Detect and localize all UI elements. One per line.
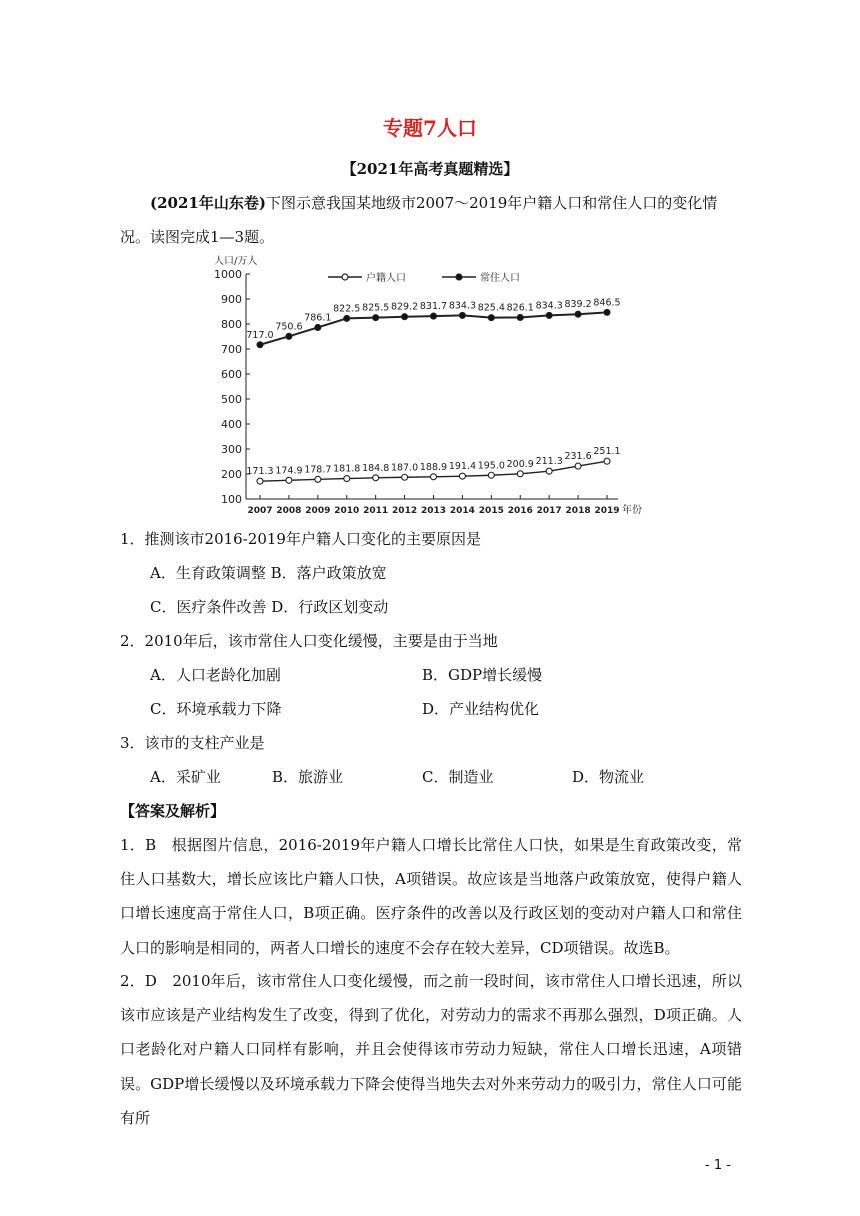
- data-label: 191.4: [448, 461, 477, 473]
- data-point: [575, 463, 581, 469]
- y-tick-label: 800: [221, 318, 242, 331]
- data-point: [575, 311, 581, 317]
- data-label: 195.0: [477, 460, 505, 472]
- y-axis-title: 人口/万人: [214, 256, 258, 267]
- data-point: [344, 315, 350, 321]
- data-point: [373, 475, 379, 481]
- x-tick-label: 2011: [363, 506, 389, 516]
- question-2-option-d: D．产业结构优化: [422, 700, 540, 718]
- legend-marker: [456, 274, 462, 280]
- question-2-option-c: C．环境承载力下降: [150, 700, 282, 718]
- data-point: [257, 478, 263, 484]
- section-heading: 【2021年高考真题精选】: [341, 160, 519, 178]
- answer-1: 1．B 根据图片信息，2016-2019年户籍人口增长比常住人口快，如果是生育政策改变，常住人口基数大，增长应该比户籍人口快，A项错误。故应该是当地落户政策放宽，使得户籍人口增长速度高于常住人口，B项正确。医疗条件的改善以及行政区划的变动对户籍人口和常住人口的影响是相同的，两者人口增长的速度不会存在较大差异，CD项错误。故选B。: [120, 836, 742, 957]
- data-label: 826.1: [506, 302, 534, 314]
- x-tick-label: 2007: [247, 506, 273, 516]
- data-point: [488, 315, 494, 321]
- data-label: 834.3: [535, 300, 563, 312]
- data-label: 187.0: [390, 462, 419, 474]
- data-point: [286, 333, 292, 339]
- data-point: [373, 315, 379, 321]
- data-label: 717.0: [246, 329, 274, 341]
- legend-label: 常住人口: [480, 273, 520, 284]
- data-point: [431, 474, 437, 480]
- intro-text: 下图示意我国某地级市2007～2019年户籍人口和常住人口的变化情况。读图完成1—3题。: [120, 194, 718, 246]
- answer-2: 2．D 2010年后，该市常住人口变化缓慢，而之前一段时间，该市常住人口增长迅速，所以该市应该是产业结构发生了改变，得到了优化，对劳动力的需求不再那么强烈，D项正确。人口老龄化对户籍人口同样有影响，并且会使得该市劳动力短缺，常住人口增长迅速，A项错误。GDP增长缓慢以及环境承载力下降会使得当地失去对外来劳动力的吸引力，常住人口可能有所: [120, 972, 742, 1127]
- data-point: [286, 477, 292, 483]
- question-3-option-c: C．制造业: [422, 768, 494, 786]
- intro-source: (2021年山东卷): [150, 194, 266, 212]
- question-1-options-row-1: A．生育政策调整 B．落户政策放宽: [150, 564, 387, 582]
- y-tick-label: 700: [221, 343, 242, 356]
- data-point: [402, 474, 408, 480]
- question-2: 2．2010年后，该市常住人口变化缓慢，主要是由于当地: [120, 632, 498, 650]
- x-tick-label: 2012: [392, 506, 418, 516]
- y-tick-label: 1000: [214, 268, 242, 281]
- question-3-option-a: A．采矿业: [150, 768, 221, 786]
- data-point: [257, 342, 263, 348]
- data-label: 829.2: [390, 301, 419, 313]
- x-tick-label: 2010: [334, 506, 360, 516]
- data-label: 822.5: [333, 303, 361, 315]
- question-1-options-row-2: C．医疗条件改善 D．行政区划变动: [150, 598, 389, 616]
- data-label: 174.9: [275, 465, 303, 477]
- data-label: 171.3: [246, 466, 274, 478]
- data-label: 750.6: [275, 321, 303, 333]
- legend-marker: [342, 274, 348, 280]
- y-tick-label: 900: [221, 293, 242, 306]
- x-tick-label: 2017: [536, 506, 562, 516]
- data-label: 200.9: [506, 458, 534, 470]
- data-point: [517, 314, 523, 320]
- population-line-chart: [210, 252, 660, 522]
- data-label: 178.7: [304, 464, 332, 476]
- x-axis-title: 年份: [622, 505, 642, 516]
- y-tick-label: 300: [221, 443, 242, 456]
- x-tick-label: 2008: [276, 506, 302, 516]
- data-label: 188.9: [419, 461, 448, 473]
- question-3-option-b: B．旅游业: [272, 768, 344, 786]
- x-tick-label: 2019: [594, 506, 620, 516]
- page-title: 专题7人口: [383, 116, 477, 140]
- data-point: [459, 473, 465, 479]
- data-label: 181.8: [333, 463, 361, 475]
- data-point: [344, 476, 350, 482]
- x-tick-label: 2014: [449, 506, 475, 516]
- y-tick-label: 400: [221, 418, 242, 431]
- question-2-option-a: A．人口老龄化加剧: [150, 666, 281, 684]
- question-1: 1．推测该市2016-2019年户籍人口变化的主要原因是: [120, 530, 481, 548]
- data-point: [488, 472, 494, 478]
- data-point: [315, 476, 321, 482]
- legend-label: 户籍人口: [366, 273, 406, 284]
- y-tick-label: 500: [221, 393, 242, 406]
- page-number: - 1 -: [705, 1158, 731, 1173]
- data-point: [431, 313, 437, 319]
- data-label: 839.2: [564, 299, 592, 311]
- data-point: [315, 324, 321, 330]
- data-point: [517, 471, 523, 477]
- y-tick-label: 200: [221, 468, 242, 481]
- data-label: 846.5: [593, 297, 621, 309]
- x-tick-label: 2013: [420, 506, 447, 516]
- data-label: 251.1: [593, 446, 621, 458]
- x-tick-label: 2009: [305, 506, 331, 516]
- data-label: 825.4: [477, 302, 505, 314]
- data-point: [546, 312, 552, 318]
- data-point: [402, 314, 408, 320]
- y-tick-label: 600: [221, 368, 242, 381]
- data-point: [459, 312, 465, 318]
- data-label: 786.1: [304, 312, 332, 324]
- data-label: 831.7: [419, 301, 448, 313]
- y-tick-label: 100: [221, 493, 242, 506]
- intro-paragraph: [120, 186, 740, 254]
- data-point: [604, 458, 610, 464]
- data-label: 825.5: [362, 302, 390, 314]
- data-label: 184.8: [362, 462, 390, 474]
- question-3-option-d: D．物流业: [572, 768, 645, 786]
- answer-heading: 【答案及解析】: [120, 802, 226, 820]
- data-point: [604, 309, 610, 315]
- data-label: 211.3: [535, 456, 563, 468]
- question-3: 3．该市的支柱产业是: [120, 734, 265, 752]
- x-tick-label: 2018: [565, 506, 591, 516]
- data-point: [546, 468, 552, 474]
- x-tick-label: 2016: [507, 506, 533, 516]
- question-2-option-b: B．GDP增长缓慢: [422, 666, 543, 684]
- data-label: 834.3: [448, 300, 477, 312]
- x-tick-label: 2015: [478, 506, 504, 516]
- data-label: 231.6: [564, 451, 592, 463]
